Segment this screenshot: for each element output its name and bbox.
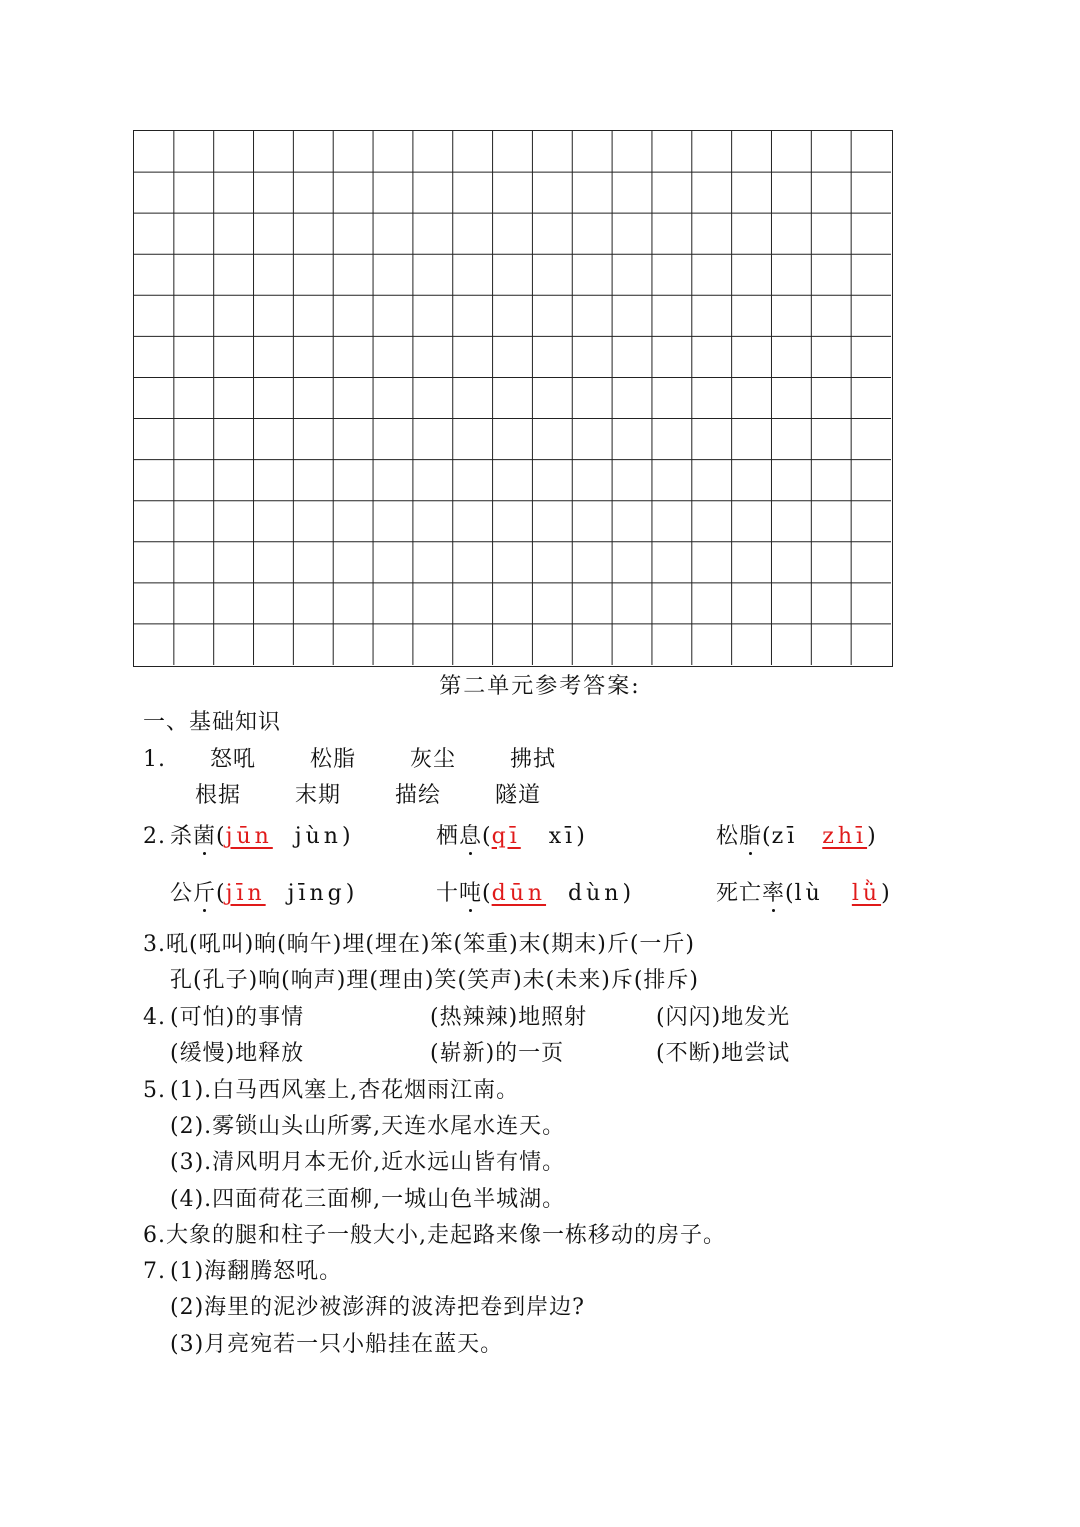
q2-word-part: 死亡 [716, 881, 763, 906]
q1-word: 描绘 [395, 783, 442, 808]
q5-number: 5. [143, 1078, 166, 1103]
q2-dotted-char: 率 [762, 881, 786, 906]
q2-dotted-char: 斤 [193, 881, 217, 906]
q2-item [716, 826, 877, 848]
q1-word: 末期 [295, 783, 342, 808]
page-title: 第二单元参考答案: [439, 674, 641, 699]
q2-paren: ( [785, 881, 795, 906]
q3-text: 吼(吼叫)晌(晌午)埋(埋在)笨(笨重)末(期末)斤(一斤) [166, 932, 695, 957]
q6-line [143, 1225, 726, 1247]
q2-answer: lǜ [851, 881, 882, 906]
q5-line: (1).白马西风塞上,杏花烟雨江南。 [170, 1078, 520, 1103]
q2-word-part: 公 [170, 881, 194, 906]
q2-paren: ) [622, 881, 633, 906]
q7-line: (1)海翻腾怒吼。 [170, 1259, 343, 1284]
q1-number: 1. [143, 747, 166, 772]
q4-phrase: (崭新)的一页 [430, 1041, 565, 1066]
q2-dotted-char: 脂 [739, 824, 763, 849]
q3-number: 3. [143, 932, 166, 957]
q1-word: 灰尘 [410, 747, 457, 772]
q2-paren: ) [867, 824, 877, 849]
q2-option: zī [771, 824, 799, 849]
writing-grid [133, 130, 893, 667]
q2-option: dùn [568, 881, 623, 906]
q2-paren: ( [762, 824, 772, 849]
q2-item [716, 883, 891, 905]
q2-paren: ( [216, 824, 226, 849]
q4-phrase: (闪闪)地发光 [656, 1005, 791, 1030]
q1-word: 根据 [195, 783, 242, 808]
q1-word: 隧道 [495, 783, 542, 808]
q1-word: 松脂 [310, 747, 357, 772]
q3-row2: 孔(孔子)响(响声)理(理由)笑(笑声)未(未来)斥(排斥) [170, 968, 699, 993]
q7-number: 7. [143, 1259, 166, 1284]
q2-paren: ) [341, 824, 352, 849]
q2-item [436, 883, 632, 905]
q2-word-part: 杀 [170, 824, 194, 849]
q2-answer: qī [491, 824, 521, 849]
q2-word-part: 栖 [436, 824, 460, 849]
q2-item [170, 883, 355, 905]
q2-answer: jīn [225, 881, 266, 906]
q5-line: (3).清风明月本无价,近水远山皆有情。 [170, 1150, 566, 1175]
q6-text: 大象的腿和柱子一般大小,走起路来像一栋移动的房子。 [166, 1223, 726, 1248]
q6-number: 6. [143, 1223, 166, 1248]
q2-paren: ( [482, 881, 492, 906]
q2-word-part: 松 [716, 824, 740, 849]
q7-line: (2)海里的泥沙被澎湃的波涛把卷到岸边? [170, 1295, 585, 1320]
q5-line: (2).雾锁山头山所雾,天连水尾水连天。 [170, 1114, 566, 1139]
q2-answer: dūn [491, 881, 547, 906]
q5-line: (4).四面荷花三面柳,一城山色半城湖。 [170, 1187, 566, 1212]
q2-paren: ( [216, 881, 226, 906]
q2-answer: jūn [225, 824, 273, 849]
q2-word-part: 十 [436, 881, 460, 906]
q2-option: lù [794, 881, 824, 906]
q1-row1 [143, 749, 556, 771]
q4-phrase: (热辣辣)地照射 [430, 1005, 588, 1030]
q2-paren: ) [881, 881, 891, 906]
q2-number: 2. [143, 824, 166, 849]
q2-option: xī [548, 824, 577, 849]
q2-answer: zhī [822, 824, 868, 849]
q2-item [436, 826, 586, 848]
q2-dotted-char: 息 [459, 824, 483, 849]
q2-paren: ) [576, 824, 586, 849]
q4-phrase: (可怕)的事情 [170, 1005, 305, 1030]
q2-item [170, 826, 352, 848]
writing-grid-lines [134, 131, 891, 665]
q2-paren: ( [482, 824, 492, 849]
q4-phrase: (缓慢)地释放 [170, 1041, 305, 1066]
q4-phrase: (不断)地尝试 [656, 1041, 791, 1066]
section-heading: 一、基础知识 [143, 710, 282, 735]
q4-number: 4. [143, 1005, 166, 1030]
q2-dotted-char: 菌 [193, 824, 217, 849]
q1-word: 怒吼 [210, 747, 257, 772]
q2-paren: ) [345, 881, 356, 906]
q1-word: 拂拭 [510, 747, 557, 772]
q2-option: jīng [287, 881, 346, 906]
q3-row1 [143, 934, 695, 956]
q7-line: (3)月亮宛若一只小船挂在蓝天。 [170, 1332, 504, 1357]
q1-row2 [195, 785, 541, 807]
q2-dotted-char: 吨 [459, 881, 483, 906]
q2-option: jùn [294, 824, 342, 849]
